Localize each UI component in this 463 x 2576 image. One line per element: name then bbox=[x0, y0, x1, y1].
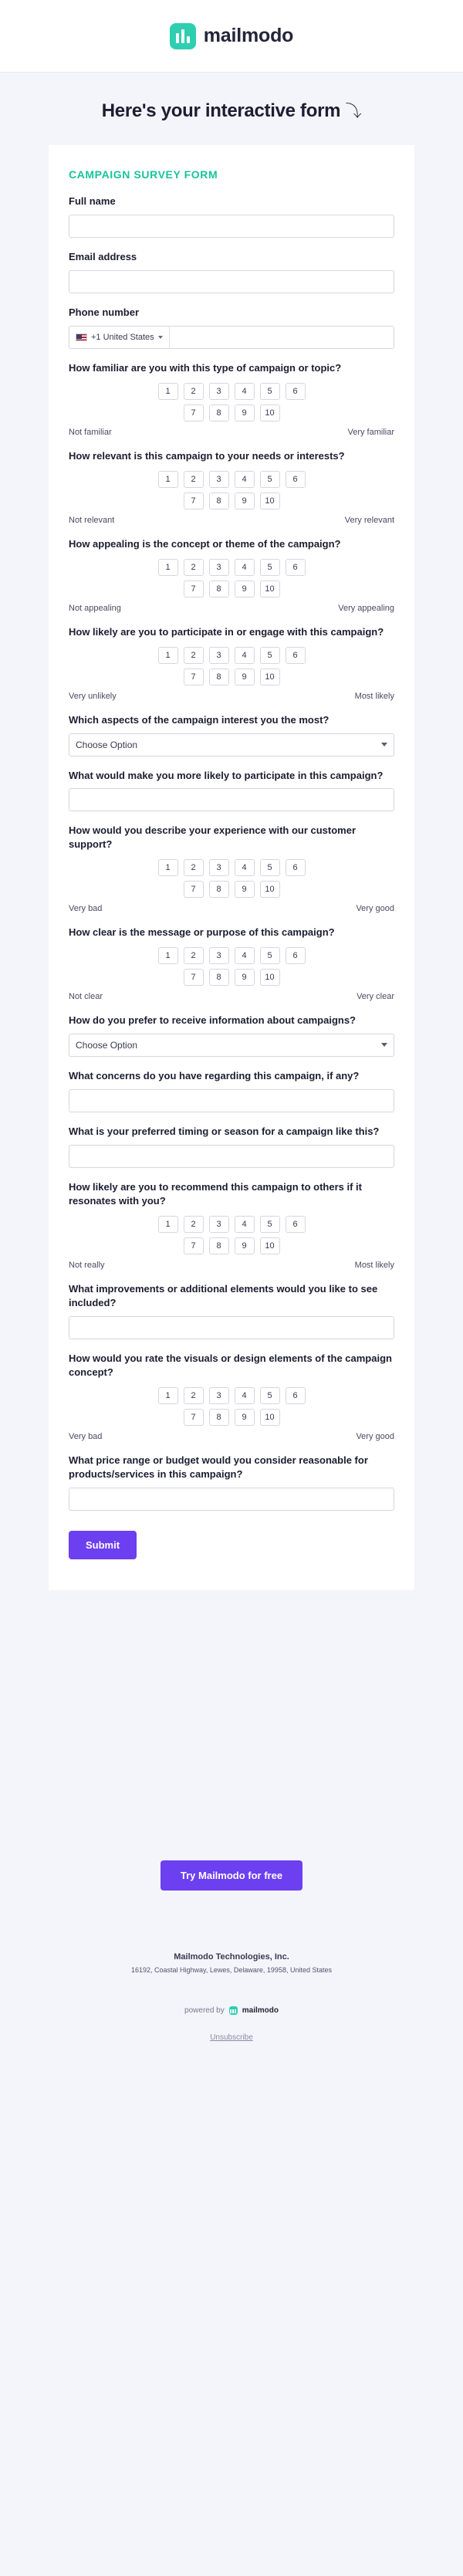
rating-scale-11-row1 bbox=[69, 1216, 394, 1233]
rating-option[interactable]: 1 bbox=[158, 647, 178, 664]
rating-legend-low: Not clear bbox=[69, 992, 103, 1002]
mailmodo-logo-icon bbox=[170, 23, 196, 49]
full-name-input[interactable] bbox=[69, 215, 394, 238]
question-label-5: What would make you more likely to participate in this campaign? bbox=[69, 769, 384, 781]
phone-input[interactable] bbox=[170, 327, 394, 348]
rating-option[interactable]: 8 bbox=[209, 581, 229, 597]
rating-option[interactable]: 4 bbox=[235, 859, 255, 876]
rating-option[interactable]: 1 bbox=[158, 1216, 178, 1233]
rating-legend-13 bbox=[69, 1432, 394, 1441]
rating-option[interactable]: 1 bbox=[158, 383, 178, 400]
rating-legend-high: Very good bbox=[356, 904, 394, 914]
us-flag-icon bbox=[76, 333, 87, 341]
rating-option[interactable]: 5 bbox=[260, 859, 280, 876]
rating-option[interactable]: 5 bbox=[260, 647, 280, 664]
brand-name: mailmodo bbox=[203, 25, 294, 46]
rating-legend-3 bbox=[69, 692, 394, 701]
rating-option[interactable]: 5 bbox=[260, 559, 280, 576]
dropdown-aspects[interactable] bbox=[69, 733, 394, 757]
try-mailmodo-button[interactable]: Try Mailmodo for free bbox=[161, 1860, 302, 1891]
rating-legend-0 bbox=[69, 428, 394, 437]
question-label-12: What improvements or additional elements would you like to see included? bbox=[69, 1282, 378, 1308]
footer-address: 16192, Coastal Highway, Lewes, Delaware, 19958, United States bbox=[131, 1965, 332, 1974]
rating-option[interactable]: 10 bbox=[260, 969, 280, 986]
rating-option[interactable]: 7 bbox=[184, 969, 204, 986]
rating-legend-high: Very good bbox=[356, 1431, 394, 1441]
form-heading: CAMPAIGN SURVEY FORM bbox=[69, 168, 218, 181]
rating-option[interactable]: 6 bbox=[286, 947, 306, 964]
rating-option[interactable]: 9 bbox=[235, 405, 255, 421]
answer-input-12[interactable] bbox=[69, 1316, 394, 1339]
rating-option[interactable]: 2 bbox=[184, 947, 204, 964]
cta-section bbox=[0, 1845, 463, 1891]
rating-option[interactable]: 8 bbox=[209, 669, 229, 685]
rating-scale-3-row1 bbox=[69, 647, 394, 664]
rating-option[interactable]: 3 bbox=[209, 1387, 229, 1404]
email-label: Email address bbox=[69, 250, 137, 262]
rating-option[interactable]: 2 bbox=[184, 859, 204, 876]
question-label-8: How do you prefer to receive information about campaigns? bbox=[69, 1014, 356, 1027]
question-label-0: How familiar are you with this type of campaign or topic? bbox=[69, 361, 342, 374]
rating-legend-low: Not appealing bbox=[69, 603, 121, 613]
mailmodo-logo-icon bbox=[229, 2006, 238, 2015]
rating-option[interactable]: 2 bbox=[184, 471, 204, 488]
rating-option[interactable]: 2 bbox=[184, 383, 204, 400]
rating-option[interactable]: 9 bbox=[235, 881, 255, 898]
rating-legend-low: Very bad bbox=[69, 904, 103, 914]
rating-option[interactable]: 3 bbox=[209, 1216, 229, 1233]
rating-option[interactable]: 5 bbox=[260, 383, 280, 400]
rating-legend-2 bbox=[69, 604, 394, 613]
rating-option[interactable]: 4 bbox=[235, 947, 255, 964]
rating-option[interactable]: 10 bbox=[260, 1237, 280, 1254]
rating-scale-1-row2 bbox=[69, 493, 394, 509]
rating-legend-high: Very appealing bbox=[338, 603, 394, 613]
full-name-label: Full name bbox=[69, 195, 116, 207]
rating-option[interactable]: 10 bbox=[260, 581, 280, 597]
rating-legend-low: Not relevant bbox=[69, 515, 115, 525]
rating-scale-2-row1 bbox=[69, 559, 394, 576]
rating-option[interactable]: 5 bbox=[260, 1387, 280, 1404]
powered-by-brand: mailmodo bbox=[242, 2006, 279, 2015]
rating-option[interactable]: 3 bbox=[209, 947, 229, 964]
country-code-selector[interactable] bbox=[69, 327, 170, 348]
chevron-down-icon bbox=[381, 1043, 387, 1047]
rating-option[interactable]: 5 bbox=[260, 947, 280, 964]
rating-option[interactable]: 1 bbox=[158, 859, 178, 876]
rating-option[interactable]: 1 bbox=[158, 471, 178, 488]
rating-option[interactable]: 5 bbox=[260, 471, 280, 488]
rating-option[interactable]: 4 bbox=[235, 647, 255, 664]
rating-option[interactable]: 6 bbox=[286, 1216, 306, 1233]
arrow-down-icon: ⤵ bbox=[345, 103, 362, 120]
rating-option[interactable]: 10 bbox=[260, 669, 280, 685]
question-label-13: How would you rate the visuals or design elements of the campaign concept? bbox=[69, 1352, 392, 1378]
rating-option[interactable]: 1 bbox=[158, 947, 178, 964]
rating-option[interactable]: 9 bbox=[235, 669, 255, 685]
rating-option[interactable]: 10 bbox=[260, 1409, 280, 1426]
rating-option[interactable]: 4 bbox=[235, 1216, 255, 1233]
rating-option[interactable]: 1 bbox=[158, 1387, 178, 1404]
rating-scale-2-row2 bbox=[69, 581, 394, 597]
page-title bbox=[0, 73, 463, 145]
question-label-4: Which aspects of the campaign interest you the most? bbox=[69, 713, 330, 726]
rating-option[interactable]: 3 bbox=[209, 859, 229, 876]
brand-logo bbox=[170, 23, 293, 49]
email-input[interactable] bbox=[69, 270, 394, 293]
answer-input-14[interactable] bbox=[69, 1488, 394, 1511]
rating-scale-0-row1 bbox=[69, 383, 394, 400]
rating-option[interactable]: 7 bbox=[184, 405, 204, 421]
rating-option[interactable]: 4 bbox=[235, 383, 255, 400]
dropdown-channel[interactable] bbox=[69, 1034, 394, 1057]
rating-option[interactable]: 6 bbox=[286, 559, 306, 576]
rating-scale-13-row2 bbox=[69, 1409, 394, 1426]
rating-scale-13-row1 bbox=[69, 1387, 394, 1404]
rating-option[interactable]: 3 bbox=[209, 647, 229, 664]
rating-option[interactable]: 8 bbox=[209, 493, 229, 509]
rating-scale-7-row1 bbox=[69, 947, 394, 964]
rating-option[interactable]: 9 bbox=[235, 1409, 255, 1426]
footer-company: Mailmodo Technologies, Inc. bbox=[174, 1951, 289, 1962]
rating-option[interactable]: 10 bbox=[260, 493, 280, 509]
footer bbox=[0, 1891, 463, 2023]
rating-option[interactable]: 10 bbox=[260, 881, 280, 898]
question-label-9: What concerns do you have regarding this campaign, if any? bbox=[69, 1070, 360, 1082]
question-label-6: How would you describe your experience with our customer support? bbox=[69, 824, 357, 851]
rating-option[interactable]: 7 bbox=[184, 493, 204, 509]
rating-option[interactable]: 8 bbox=[209, 969, 229, 986]
rating-option[interactable]: 7 bbox=[184, 581, 204, 597]
chevron-down-icon bbox=[381, 743, 387, 746]
phone-field bbox=[69, 326, 394, 349]
rating-option[interactable]: 6 bbox=[286, 859, 306, 876]
rating-legend-low: Not really bbox=[69, 1260, 105, 1270]
rating-option[interactable]: 6 bbox=[286, 471, 306, 488]
rating-option[interactable]: 3 bbox=[209, 471, 229, 488]
rating-scale-7-row2 bbox=[69, 969, 394, 986]
rating-option[interactable]: 8 bbox=[209, 1237, 229, 1254]
rating-option[interactable]: 8 bbox=[209, 881, 229, 898]
answer-input-9[interactable] bbox=[69, 1089, 394, 1112]
answer-input-10[interactable] bbox=[69, 1145, 394, 1168]
email-header bbox=[0, 0, 463, 73]
rating-option[interactable]: 5 bbox=[260, 1216, 280, 1233]
question-label-3: How likely are you to participate in or engage with this campaign? bbox=[69, 625, 384, 638]
rating-option[interactable]: 7 bbox=[184, 669, 204, 685]
rating-option[interactable]: 8 bbox=[209, 405, 229, 421]
phone-label: Phone number bbox=[69, 306, 140, 318]
page-title-text: Here's your interactive form bbox=[101, 100, 341, 121]
dropdown-value[interactable]: Choose Option bbox=[69, 1034, 394, 1057]
rating-scale-3-row2 bbox=[69, 669, 394, 685]
survey-form-card bbox=[49, 145, 414, 1590]
chevron-down-icon bbox=[158, 336, 163, 339]
rating-option[interactable]: 8 bbox=[209, 1409, 229, 1426]
rating-legend-low: Very bad bbox=[69, 1431, 103, 1441]
rating-legend-high: Very clear bbox=[357, 992, 394, 1002]
question-label-1: How relevant is this campaign to your needs or interests? bbox=[69, 449, 345, 462]
rating-legend-high: Very relevant bbox=[344, 515, 394, 525]
rating-option[interactable]: 9 bbox=[235, 493, 255, 509]
question-label-14: What price range or budget would you consider reasonable for products/services in this campaign? bbox=[69, 1454, 368, 1480]
rating-option[interactable]: 3 bbox=[209, 559, 229, 576]
rating-option[interactable]: 10 bbox=[260, 405, 280, 421]
rating-legend-low: Not familiar bbox=[69, 427, 112, 437]
rating-legend-1 bbox=[69, 516, 394, 525]
unsubscribe-link[interactable]: Unsubscribe bbox=[210, 2033, 253, 2042]
rating-option[interactable]: 2 bbox=[184, 1216, 204, 1233]
rating-option[interactable]: 9 bbox=[235, 581, 255, 597]
rating-scale-0-row2 bbox=[69, 405, 394, 421]
rating-option[interactable]: 6 bbox=[286, 1387, 306, 1404]
rating-option[interactable]: 6 bbox=[286, 383, 306, 400]
rating-legend-high: Most likely bbox=[354, 691, 394, 701]
rating-option[interactable]: 4 bbox=[235, 1387, 255, 1404]
rating-option[interactable]: 7 bbox=[184, 1237, 204, 1254]
rating-option[interactable]: 2 bbox=[184, 1387, 204, 1404]
country-code-label: +1 United States bbox=[91, 332, 154, 342]
rating-scale-11-row2 bbox=[69, 1237, 394, 1254]
answer-input-5[interactable] bbox=[69, 788, 394, 811]
rating-option[interactable]: 2 bbox=[184, 559, 204, 576]
rating-option[interactable]: 2 bbox=[184, 647, 204, 664]
spacer bbox=[0, 1590, 463, 1845]
rating-legend-11 bbox=[69, 1261, 394, 1270]
rating-option[interactable]: 7 bbox=[184, 881, 204, 898]
rating-scale-6-row2 bbox=[69, 881, 394, 898]
question-label-10: What is your preferred timing or season for a campaign like this? bbox=[69, 1126, 380, 1138]
question-label-2: How appealing is the concept or theme of the campaign? bbox=[69, 537, 341, 550]
rating-option[interactable]: 1 bbox=[158, 559, 178, 576]
dropdown-value[interactable]: Choose Option bbox=[69, 733, 394, 757]
question-label-11: How likely are you to recommend this campaign to others if it resonates with you? bbox=[69, 1181, 362, 1207]
rating-legend-6 bbox=[69, 904, 394, 913]
rating-option[interactable]: 6 bbox=[286, 647, 306, 664]
powered-by-label: powered by bbox=[184, 2006, 225, 2015]
rating-option[interactable]: 3 bbox=[209, 383, 229, 400]
rating-legend-7 bbox=[69, 992, 394, 1001]
question-label-7: How clear is the message or purpose of this campaign? bbox=[69, 926, 335, 939]
rating-option[interactable]: 9 bbox=[235, 969, 255, 986]
rating-legend-high: Most likely bbox=[354, 1260, 394, 1270]
rating-option[interactable]: 4 bbox=[235, 559, 255, 576]
rating-legend-high: Very familiar bbox=[347, 427, 394, 437]
rating-option[interactable]: 4 bbox=[235, 471, 255, 488]
rating-scale-6-row1 bbox=[69, 859, 394, 876]
powered-by bbox=[15, 2006, 448, 2015]
rating-legend-low: Very unlikely bbox=[69, 691, 117, 701]
rating-scale-1-row1 bbox=[69, 471, 394, 488]
rating-option[interactable]: 9 bbox=[235, 1237, 255, 1254]
rating-option[interactable]: 7 bbox=[184, 1409, 204, 1426]
submit-button[interactable]: Submit bbox=[69, 1531, 137, 1559]
